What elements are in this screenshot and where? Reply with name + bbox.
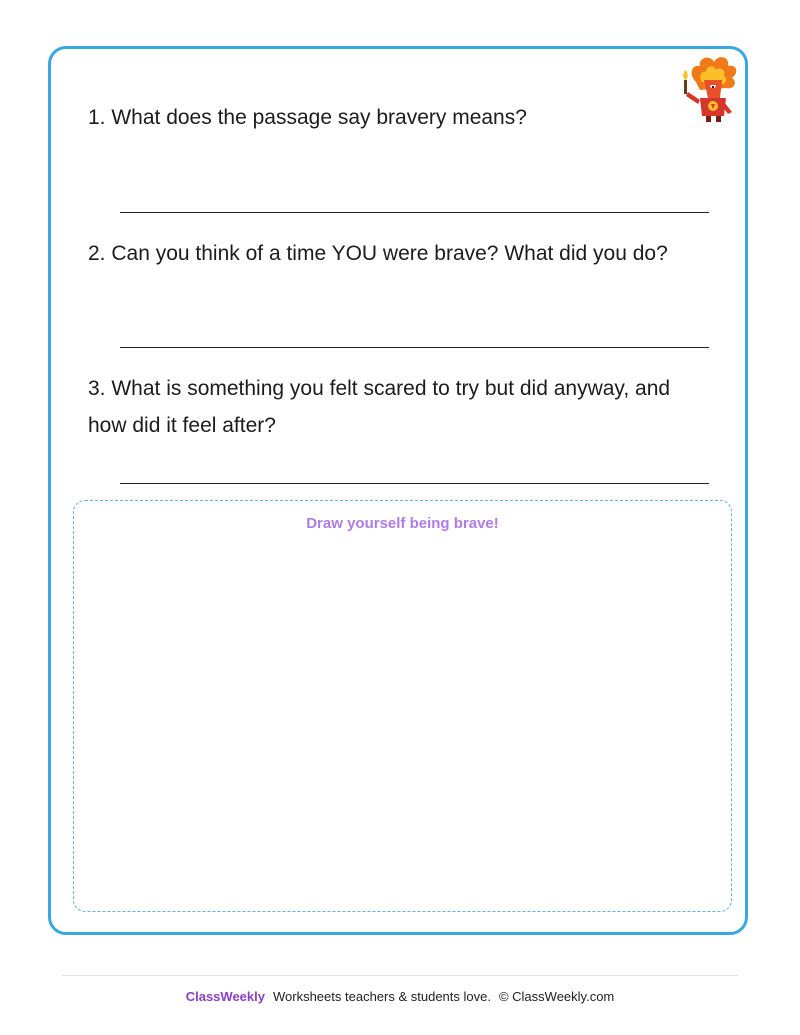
drawing-area[interactable] [73,500,732,912]
question-2: 2. Can you think of a time YOU were brave? What did you do? [88,242,668,265]
drawing-prompt: Draw yourself being brave! [306,515,499,532]
footer-copyright: © ClassWeekly.com [498,989,615,1004]
answer-line-2[interactable] [120,347,709,348]
footer-tagline: Worksheets teachers & students love. [272,989,491,1004]
answer-line-1[interactable] [120,212,709,213]
flame-hero-mascot-icon [670,52,742,124]
answer-line-3[interactable] [120,483,709,484]
footer-brand: ClassWeekly [185,989,265,1004]
footer-divider [62,975,738,976]
question-3: 3. What is something you felt scared to try but did anyway, and how did it feel after? [88,377,671,437]
question-1: 1. What does the passage say bravery means? [88,106,527,129]
footer [0,989,800,1004]
